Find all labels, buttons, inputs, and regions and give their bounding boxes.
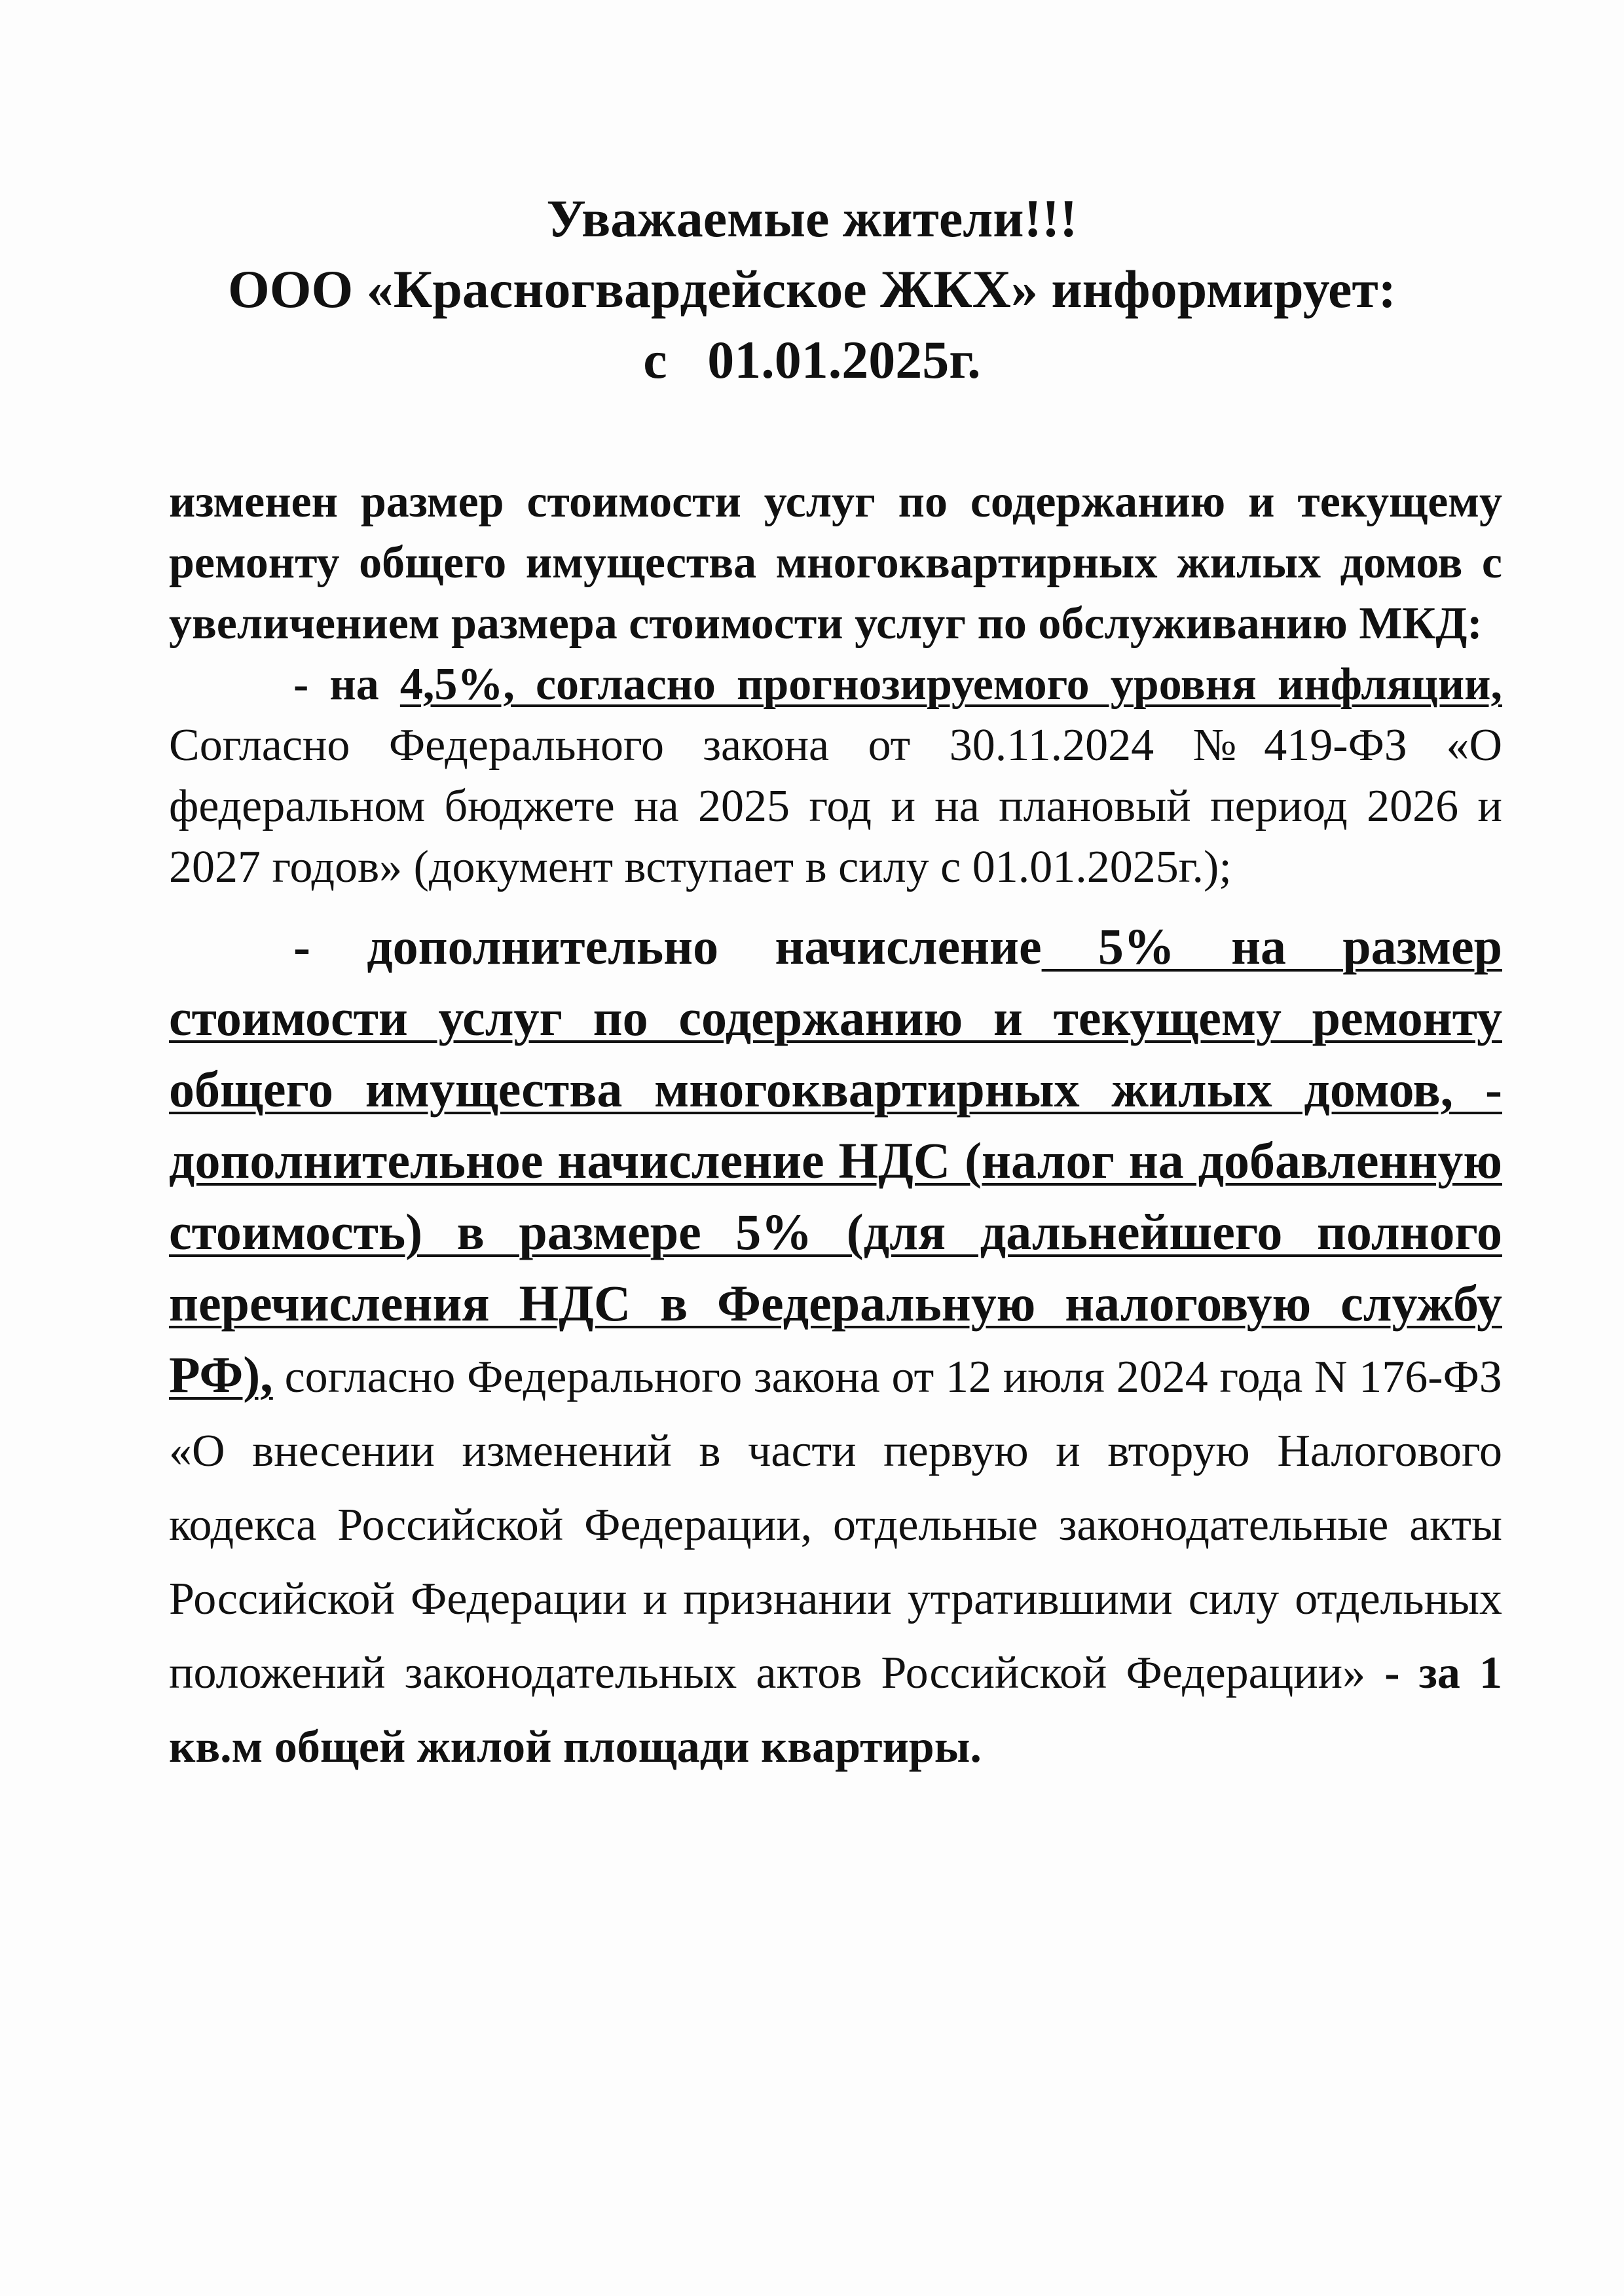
notice-body xyxy=(169,471,1502,1783)
item-inflation-text: Согласно Федерального закона от 30.11.2024 №419-ФЗ «О федеральном бюджете на 2025 год и на плановый период 2026 и 2027 годов» (документ вступает в силу с 01.01.2025г.); xyxy=(169,720,1502,892)
item-vat xyxy=(169,911,1502,1783)
header-company: ООО «Красногвардейское ЖКХ» информирует: xyxy=(227,259,1397,319)
item-inflation-prefix: - на xyxy=(293,659,400,710)
item-vat-highlight: 5% на размер стоимости услуг по содержанию и текущему ремонту общего имущества многоквартирных жилых домов, - дополнительное начисление НДС (налог на добавленную стоимость) в размере 5% (для дальнейшего полного перечисления НДС в Федеральную налоговую службу РФ), xyxy=(169,918,1502,1403)
header-date: с 01.01.2025г. xyxy=(643,330,981,390)
item-vat-suffix: - за 1 кв.м общей жилой площади квартиры. xyxy=(169,1648,1502,1772)
intro-paragraph: изменен размер стоимости услуг по содержанию и текущему ремонту общего имущества многоквартирных жилых домов с увеличением размера стоимости услуг по обслуживанию МКД: xyxy=(169,477,1502,649)
item-inflation xyxy=(169,654,1502,898)
header-greeting: Уважаемые жители!!! xyxy=(546,189,1078,248)
item-vat-prefix: - дополнительно начисление xyxy=(293,918,1042,975)
item-vat-text: согласно Федерального закона от 12 июля 2024 года N 176-ФЗ «О внесении изменений в части первую и вторую Налогового кодекса Российской Федерации, отдельные законодательные акты Российской Федерации и признании утратившими силу отдельных положений законодательных актов Российской Федерации» xyxy=(169,1352,1502,1698)
notice-header xyxy=(0,183,1624,395)
item-inflation-highlight: 4,5%, согласно прогнозируемого уровня инфляции, xyxy=(399,659,1502,710)
